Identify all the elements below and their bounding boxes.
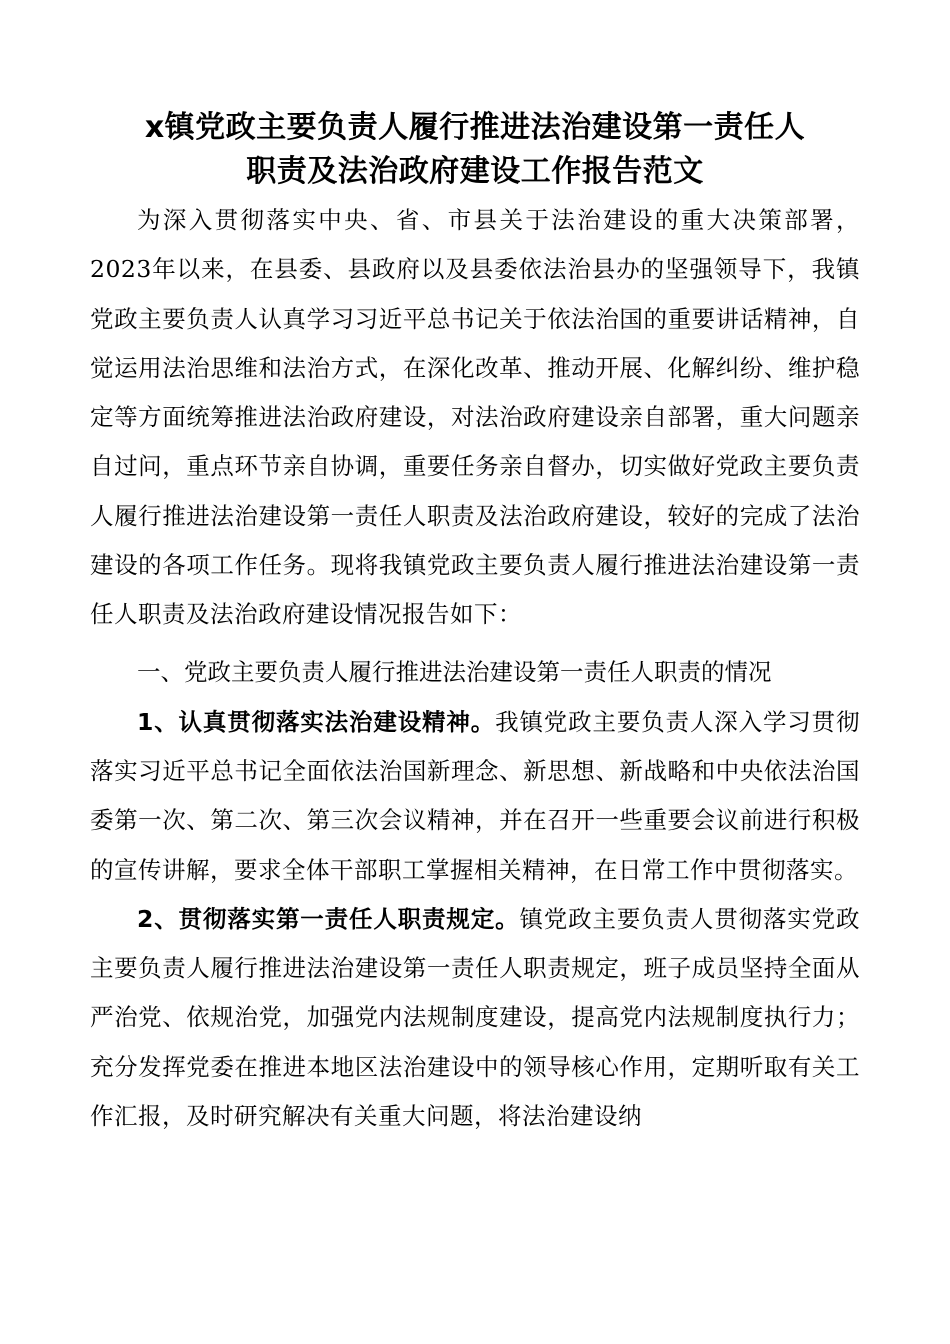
section-heading-1: 一、党政主要负责人履行推进法治建设第一责任人职责的情况: [137, 657, 772, 686]
title-line-2: 职责及法治政府建设工作报告范文: [246, 154, 704, 189]
item-1-lead: 1、认真贯彻落实法治建设精神。: [137, 707, 496, 736]
title-line-1: x镇党政主要负责人履行推进法治建设第一责任人: [144, 110, 806, 145]
document-title: [90, 106, 860, 194]
item-2-body: 镇党政主要负责人贯彻落实党政主要负责人履行推进法治建设第一责任人职责规定，班子成员坚持全面从严治党、依规治党，加强党内法规制度建设，提高党内法规制度执行力；充分发挥党委在推进本地区法治建设中的领导核心作用，定期听取有关工作汇报，及时研究解决有关重大问题，将法治建设纳: [90, 904, 860, 1131]
item-2-paragraph: [90, 895, 860, 1141]
item-1-body: 我镇党政主要负责人深入学习贯彻落实习近平总书记全面依法治国新理念、新思想、新战略和中央依法治国委第一次、第二次、第三次会议精神，并在召开一些重要会议前进行积极的宣传讲解，要求全体干部职工掌握相关精神，在日常工作中贯彻落实。: [90, 707, 861, 884]
document-page: [90, 106, 860, 1141]
item-1-paragraph: [90, 698, 860, 895]
item-2-lead: 2、贯彻落实第一责任人职责规定。: [137, 904, 520, 933]
intro-paragraph: 为深入贯彻落实中央、省、市县关于法治建设的重大决策部署，2023年以来，在县委、县政府以及县委依法治县办的坚强领导下，我镇党政主要负责人认真学习习近平总书记关于依法治国的重要讲话精神，自觉运用法治思维和法治方式，在深化改革、推动开展、化解纠纷、维护稳定等方面统筹推进法治政府建设，对法治政府建设亲自部署，重大问题亲自过问，重点环节亲自协调，重要任务亲自督办，切实做好党政主要负责人履行推进法治建设第一责任人职责及法治政府建设，较好的完成了法治建设的各项工作任务。现将我镇党政主要负责人履行推进法治建设第一责任人职责及法治政府建设情况报告如下：: [90, 206, 860, 629]
